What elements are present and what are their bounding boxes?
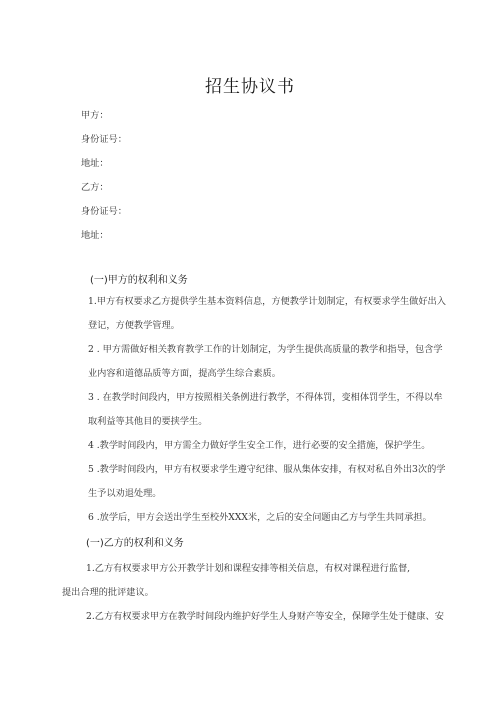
party-a-address-label: 地址： xyxy=(81,158,109,169)
party-b-id-label: 身份证号： xyxy=(81,206,127,217)
section1-item-6 xyxy=(62,506,448,530)
section1-item-2-text: 2 . 甲方需做好相关教育教学工作的计划制定，为学生提供高质量的教学和指导，包含学业内容和道德品质等方面，提高学生综合素质。 xyxy=(88,344,443,379)
party-a-label: 甲方： xyxy=(81,110,109,121)
section1-item-5-text: 5 .教学时间段内，甲方有权要求学生遵守纪律、服从集体安排，有权对私自外出3次的学生予以劝退处理。 xyxy=(88,464,446,499)
section1-item-3-text: 3 . 在教学时间段内，甲方按照相关条例进行教学，不得体罚，变相体罚学生，不得以牟取利益等其他目的要挟学生。 xyxy=(88,392,443,427)
section1-item-6-text: 6 .放学后，甲方会送出学生至校外XXX米，之后的安全问题由乙方与学生共同承担。 xyxy=(88,512,432,523)
section2-item-1-line-1: 1.乙方有权要求甲方公开教学计划和课程安排等相关信息，有权对课程进行监督, xyxy=(86,563,411,574)
party-a-id-label: 身份证号： xyxy=(81,134,127,145)
section2-item-2-line-1: 2.乙方有权要求甲方在教学时间段内维护好学生人身财产等安全，保障学生处于健康、安 xyxy=(86,611,444,622)
section1-item-1 xyxy=(62,290,448,338)
party-b-address-label: 地址： xyxy=(81,230,109,241)
section1-item-3 xyxy=(62,386,448,434)
section1-item-1-text: 1.甲方有权要求乙方提供学生基本资料信息，方便教学计划制定，有权要求学生做好出入登记，方便教学管理。 xyxy=(88,296,446,331)
section1-item-4 xyxy=(62,434,448,458)
section1-heading: (一)甲方的权利和义务 xyxy=(90,275,188,286)
section2-item-1-line-2: 提出合理的批评建议。 xyxy=(62,587,154,598)
party-b-label: 乙方： xyxy=(81,182,109,193)
section1-item-2 xyxy=(62,338,448,386)
section1-item-4-text: 4 .教学时间段内，甲方需全力做好学生安全工作，进行必要的安全措施，保护学生。 xyxy=(88,440,431,451)
document-title: 招生协议书 xyxy=(205,77,295,97)
section1-item-5 xyxy=(62,458,448,506)
section2-heading: (一)乙方的权利和义务 xyxy=(86,538,184,549)
